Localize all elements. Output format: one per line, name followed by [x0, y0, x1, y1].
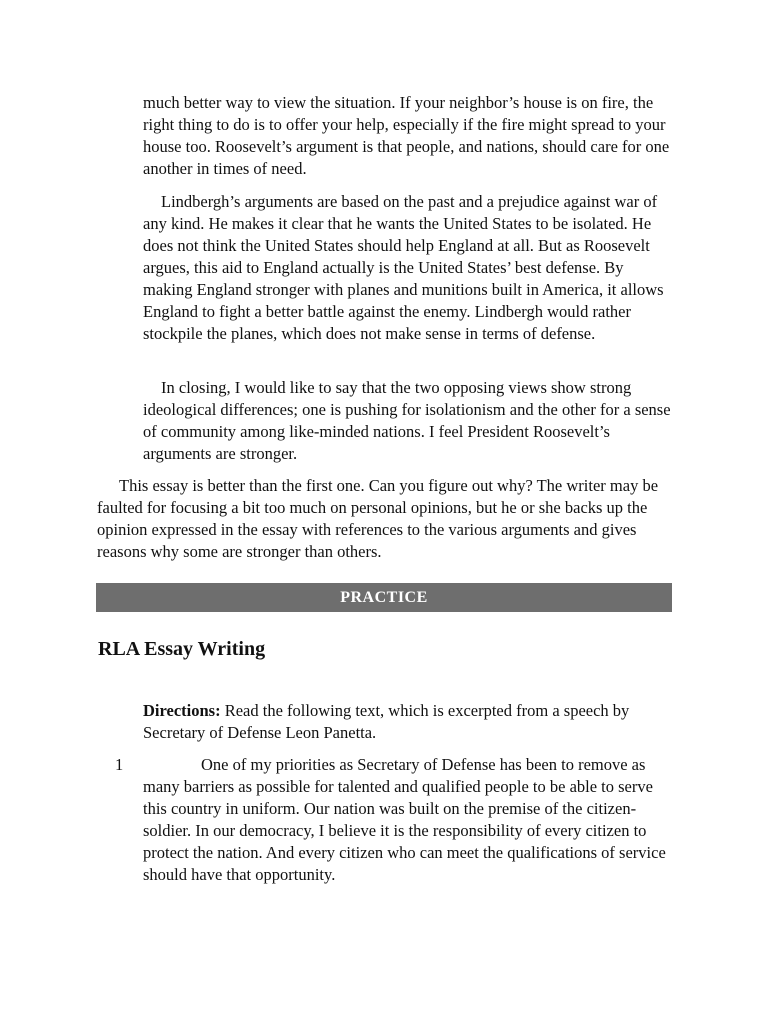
practice-banner — [96, 583, 672, 612]
directions-paragraph — [143, 700, 675, 744]
excerpt-line-number: 1 — [115, 755, 124, 774]
directions-label: Directions: — [143, 701, 221, 720]
essay-paragraph-2: Lindbergh’s arguments are based on the past and a prejudice against war of any kind. He makes it clear that he wants the United States to be isolated. He does not think the United States should help England at all. But as Roosevelt argues, this aid to England actually is the United States’ best defense. By making England stronger with planes and munitions built in America, it allows England to fight a better battle against the enemy. Lindbergh would rather stockpile the planes, which does not make sense in terms of defense. — [143, 192, 664, 343]
section-title: RLA Essay Writing — [98, 638, 266, 660]
directions-text: Read the following text, which is excerpted from a speech by Secretary of Defense Leon Panetta. — [143, 701, 630, 742]
commentary-paragraph: This essay is better than the first one. Can you figure out why? The writer may be faulted for focusing a bit too much on personal opinions, but he or she backs up the opinion expressed in the essay with references to the various arguments and gives reasons why some are stronger than others. — [97, 476, 659, 561]
excerpt-paragraph: One of my priorities as Secretary of Defense has been to remove as many barriers as possible for talented and qualified people to be able to serve this country in uniform. Our nation was built on the premise of the citizen-soldier. In our democracy, I believe it is the responsibility of every citizen to protect the nation. And every citizen who can meet the qualifications of service should have that opportunity. — [143, 755, 666, 884]
essay-paragraph-1: much better way to view the situation. If your neighbor’s house is on fire, the right thing to do is to offer your help, especially if the fire might spread to your house too. Roosevelt’s argument is that people, and nations, should care for one another in times of need. — [143, 93, 670, 178]
practice-banner-label: PRACTICE — [340, 588, 428, 606]
essay-paragraph-3: In closing, I would like to say that the two opposing views show strong ideological differences; one is pushing for isolationism and the other for a sense of community among like-minded nations. I feel President Roosevelt’s arguments are stronger. — [143, 378, 671, 463]
